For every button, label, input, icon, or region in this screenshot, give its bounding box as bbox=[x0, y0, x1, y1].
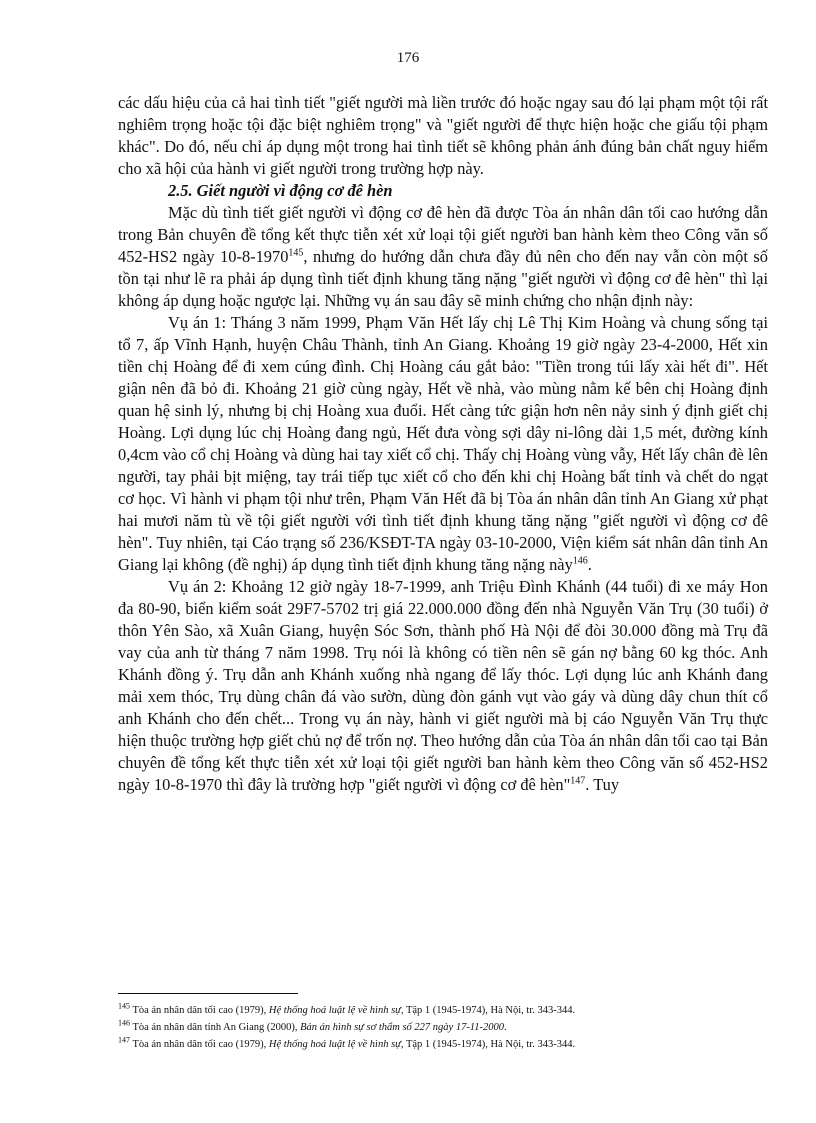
page-number: 176 bbox=[396, 50, 420, 66]
paragraph-text: Mặc dù tình tiết giết người vì động cơ đê hèn đã được Tòa án nhân dân tối cao hướng dẫn trong Bản chuyên đề tổng kết thực tiễn xét xử loại tội giết người ban hành kèm theo Công văn số 452-HS2 ngày 10-8-1970 bbox=[118, 203, 768, 266]
footnote-ref-147[interactable]: 147 bbox=[570, 775, 586, 787]
footnote-divider bbox=[118, 993, 298, 994]
footnote-title: Bản án hình sự sơ thẩm số 227 ngày 17-11-2000 bbox=[300, 1022, 505, 1033]
paragraph-text: Vụ án 2: Khoảng 12 giờ ngày 18-7-1999, anh Triệu Đình Khánh (44 tuổi) đi xe máy Hon đa 80-90, biển kiểm soát 29F7-5702 trị giá 22.000.000 đồng đến nhà Nguyễn Văn Trụ (30 tuổi) ở thôn Yên Sào, xã Xuân Giang, huyện Sóc Sơn, thành phố Hà Nội để đòi 30.000 đồng mà Trụ đã vay của anh từ tháng 7 năm 1998. Trụ nói là không có tiền nên sẽ gán nợ bằng 60 kg thóc. Anh Khánh đồng ý. Trụ dẫn anh Khánh xuống nhà ngang để lấy thóc. Lợi dụng lúc anh Khánh đang mải xem thóc, Trụ dùng chân đá vào sườn, dùng đòn gánh vụt vào gáy và dùng dây chun thít cổ anh Khánh cho đến chết... Trong vụ án này, hành vi giết người mà bị cáo Nguyễn Văn Trụ thực hiện thuộc trường hợp giết chủ nợ để trốn nợ. Theo hướng dẫn của Tòa án nhân dân tối cao tại Bản chuyên đề tổng kết thực tiễn xét xử loại tội giết người ban hành kèm theo Công văn số 452-HS2 ngày 10-8-1970 thì đây là trường hợp "giết người vì động cơ đê hèn" bbox=[118, 577, 768, 794]
section-heading: 2.5. Giết người vì động cơ đê hèn bbox=[168, 181, 393, 200]
paragraph-text: . Tuy bbox=[585, 775, 620, 794]
footnote-text: Tòa án nhân dân tối cao (1979), bbox=[132, 1039, 269, 1050]
body-text bbox=[118, 92, 768, 796]
footnote-145 bbox=[118, 1002, 778, 1019]
footnote-ref-145[interactable]: 145 bbox=[288, 247, 304, 259]
footnote-ref-146[interactable]: 146 bbox=[572, 555, 588, 567]
paragraph-case-2 bbox=[118, 576, 768, 796]
footnote-text: . bbox=[504, 1022, 507, 1033]
footnote-text: Tòa án nhân dân tỉnh An Giang (2000), bbox=[132, 1022, 301, 1033]
paragraph-text: các dấu hiệu của cả hai tình tiết "giết người mà liền trước đó hoặc ngay sau đó lại phạm một tội rất nghiêm trọng hoặc tội đặc biệt nghiêm trọng" và "giết người để thực hiện hoặc che giấu tội phạm khác". Do đó, nếu chỉ áp dụng một trong hai tình tiết sẽ không phản ánh đúng bản chất nguy hiểm cho xã hội của hành vi giết người trong trường hợp này. bbox=[118, 93, 768, 178]
paragraph-case-1 bbox=[118, 312, 768, 576]
paragraph-text: , nhưng do hướng dẫn chưa đầy đủ nên cho đến nay vẫn còn một số tồn tại như lẽ ra phải áp dụng tình tiết định khung tăng nặng "giết người vì động cơ đê hèn" thì lại không áp dụng hoặc ngược lại. Những vụ án sau đây sẽ minh chứng cho nhận định này: bbox=[118, 247, 768, 310]
footnote-number: 145 bbox=[118, 1001, 130, 1011]
paragraph-text: . bbox=[587, 555, 592, 574]
paragraph-text: Vụ án 1: Tháng 3 năm 1999, Phạm Văn Hết lấy chị Lê Thị Kim Hoàng và chung sống tại tổ 7, ấp Vĩnh Hạnh, huyện Châu Thành, tỉnh An Giang. Khoảng 19 giờ ngày 23-4-2000, Hết xin tiền chị Hoàng để đi xem cúng đình. Chị Hoàng cáu gắt bảo: "Tiền trong túi lấy xài hết đi". Hết giận nên đã bỏ đi. Khoảng 21 giờ cùng ngày, Hết về nhà, vào mùng nằm kế bên chị Hoàng định quan hệ sinh lý, nhưng bị chị Hoàng xua đuổi. Hết càng tức giận hơn nên nảy sinh ý định giết chị Hoàng. Lợi dụng lúc chị Hoàng đang ngủ, Hết đưa vòng sợi dây ni-lông dài 1,5 mét, đường kính 0,4cm vào cổ chị Hoàng và dùng hai tay xiết cổ chị. Thấy chị Hoàng vùng vẫy, Hết lấy chân đè lên người, tay phải bịt miệng, tay trái tiếp tục xiết cổ cho đến khi chị Hoàng bất tỉnh và chết do ngạt cơ học. Vì hành vi phạm tội như trên, Phạm Văn Hết đã bị Tòa án nhân dân tỉnh An Giang xử phạt hai mươi năm tù về tội giết người với tình tiết định khung tăng nặng "giết người vì động cơ đê hèn". Tuy nhiên, tại Cáo trạng số 236/KSĐT-TA ngày 03-10-2000, Viện kiểm sát nhân dân tỉnh An Giang lại không (đề nghị) áp dụng tình tiết định khung tăng nặng này bbox=[118, 313, 768, 574]
footnote-title: Hệ thống hoá luật lệ về hình sự bbox=[268, 1039, 401, 1050]
paragraph-intro bbox=[118, 202, 768, 312]
paragraph-continuation bbox=[118, 92, 768, 180]
footnote-146 bbox=[118, 1019, 778, 1036]
footnote-text: Tòa án nhân dân tối cao (1979), bbox=[132, 1005, 269, 1016]
footnote-number: 147 bbox=[118, 1035, 130, 1045]
footnote-title: Hệ thống hoá luật lệ về hình sự bbox=[268, 1005, 401, 1016]
footnote-text: , Tập 1 (1945-1974), Hà Nội, tr. 343-344. bbox=[400, 1039, 576, 1050]
footnote-number: 146 bbox=[118, 1018, 130, 1028]
footnote-text: , Tập 1 (1945-1974), Hà Nội, tr. 343-344. bbox=[400, 1005, 576, 1016]
footnotes bbox=[118, 1002, 778, 1053]
footnote-147 bbox=[118, 1036, 778, 1053]
